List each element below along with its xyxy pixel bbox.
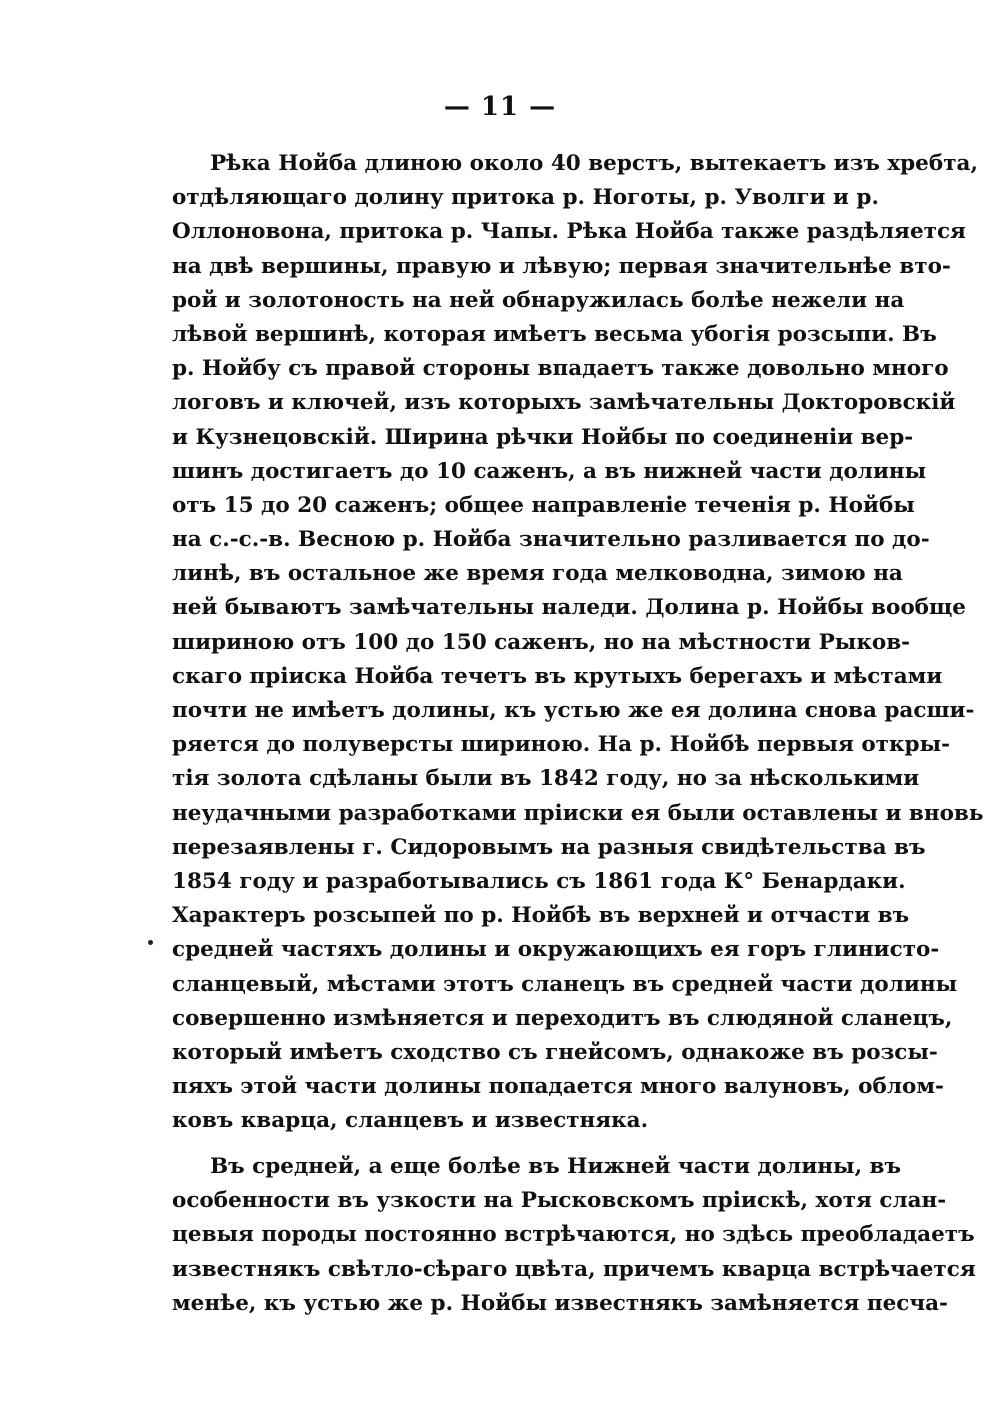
print-speck (148, 940, 153, 945)
text-line: пяхъ этой части долины попадается много валуновъ, облом- (172, 1074, 944, 1100)
text-line: перезаявлены г. Сидоровымъ на разныя свидѣтельства въ (172, 834, 926, 860)
text-line: менѣе, къ устью же р. Нойбы известнякъ замѣняется песча- (172, 1290, 948, 1316)
text-line: неудачными разработками пріиски ея были оставлены и вновь (172, 800, 984, 826)
text-line: ряется до полуверсты шириною. На р. Нойбѣ первыя откры- (172, 732, 951, 758)
text-line: почти не имѣетъ долины, къ устью же ея долина снова расши- (172, 698, 975, 723)
text-line: лѣвой вершинѣ, которая имѣетъ весьма убогія розсыпи. Въ (172, 321, 937, 347)
text-line: Рѣка Нойба длиною около 40 верстъ, вытекаетъ изъ хребта, (210, 151, 978, 176)
text-line: сланцевый, мѣстами этотъ сланецъ въ средней части долины (172, 971, 958, 997)
text-line: 1854 году и разработывались съ 1861 года К° Бенардаки. (172, 868, 906, 894)
text-line: р. Нойбу съ правой стороны впадаетъ также довольно много (172, 356, 949, 382)
text-line: который имѣетъ сходство съ гнейсомъ, однакоже въ розсы- (172, 1039, 938, 1065)
text-line: тія золота сдѣланы были въ 1842 году, но за нѣсколькими (172, 766, 920, 792)
text-line: скаго пріиска Нойба течетъ въ крутыхъ берегахъ и мѣстами (172, 663, 943, 689)
text-line: шириною отъ 100 до 150 саженъ, но на мѣстности Рыков- (172, 629, 911, 655)
paragraph-1 (172, 147, 984, 1138)
page-number-header: — 11 — (443, 92, 557, 122)
text-line: ковъ кварца, сланцевъ и известняка. (172, 1108, 649, 1134)
text-line: отъ 15 до 20 саженъ; общее направленіе теченія р. Нойбы (172, 492, 915, 518)
paragraph-2 (172, 1150, 976, 1321)
text-line: и Кузнецовскій. Ширина рѣчки Нойбы по соединеніи вер- (172, 424, 914, 450)
text-line: логовъ и ключей, изъ которыхъ замѣчательны Докторовскій (172, 390, 956, 416)
text-line: на с.-с.-в. Весною р. Нойба значительно разливается по до- (172, 527, 930, 553)
text-line: особенности въ узкости на Рысковскомъ пріискѣ, хотя слан- (172, 1188, 947, 1214)
text-line: рой и золотоность на ней обнаружилась болѣе нежели на (172, 287, 905, 313)
text-line: совершенно измѣняется и переходитъ въ слюдяной сланецъ, (172, 1005, 953, 1031)
text-line: шинъ достигаетъ до 10 саженъ, а въ нижней части долины (172, 458, 927, 484)
text-line: отдѣляющаго долину притока р. Ноготы, р. Уволги и р. (172, 185, 879, 211)
text-line: средней частяхъ долины и окружающихъ ея горъ глинисто- (172, 937, 940, 963)
text-line: ней бываютъ замѣчательны наледи. Долина р. Нойбы вообще (172, 595, 966, 621)
text-line: цевыя породы постоянно встрѣчаются, но здѣсь преобладаетъ (172, 1222, 975, 1248)
text-line: Оллоновона, притока р. Чапы. Рѣка Нойба также раздѣляется (172, 219, 966, 245)
text-line: линѣ, въ остальное же время года мелководна, зимою на (172, 561, 903, 587)
text-line: на двѣ вершины, правую и лѣвую; первая значительнѣе вто- (172, 253, 951, 279)
text-line: Характеръ розсыпей по р. Нойбѣ въ верхней и отчасти въ (172, 903, 910, 929)
text-line: известнякъ свѣтло-сѣраго цвѣта, причемъ кварца встрѣчается (172, 1256, 976, 1282)
text-line: Въ средней, а еще болѣе въ Нижней части долины, въ (210, 1154, 901, 1179)
